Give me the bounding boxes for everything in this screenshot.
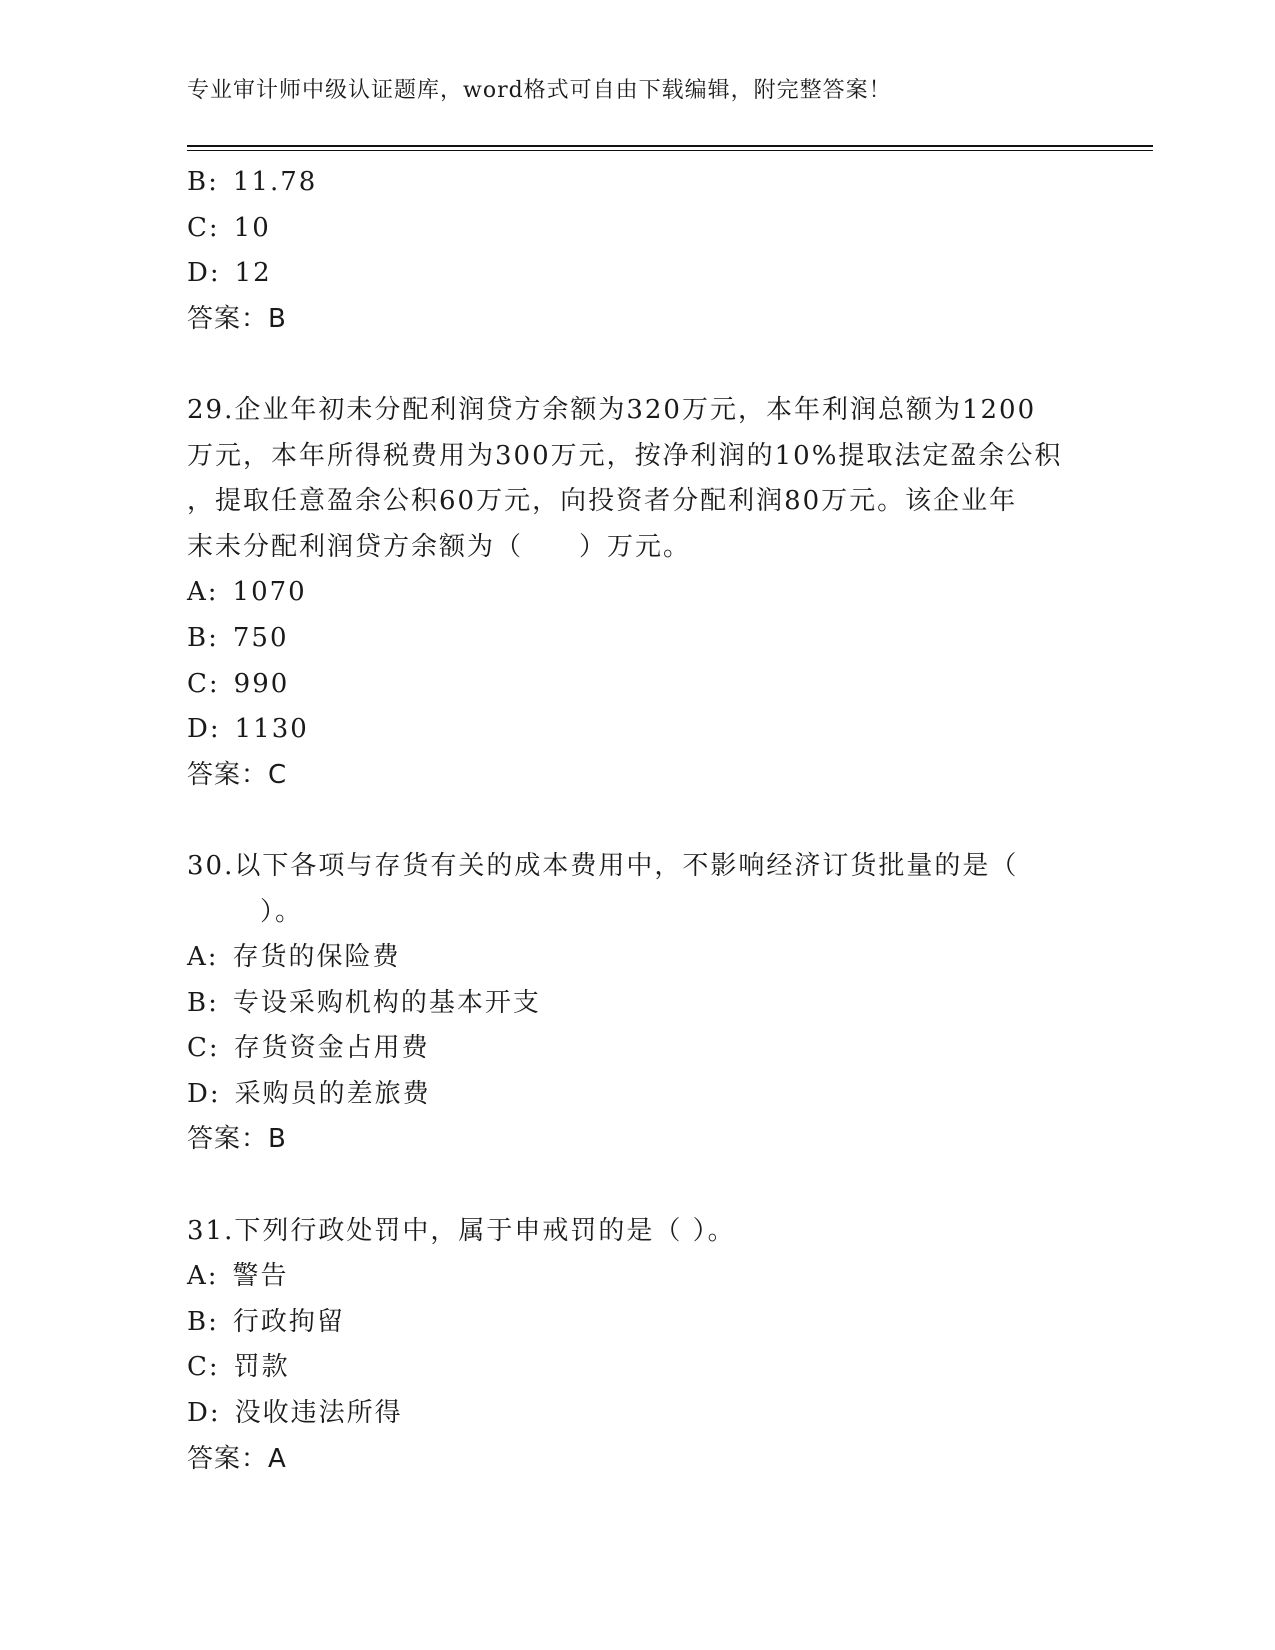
question-29 — [187, 388, 1087, 798]
option-text: 警告 — [232, 1261, 289, 1292]
option-key: D — [187, 1398, 210, 1429]
question-stem-line: 万元，本年所得税费用为300万元，按净利润的10%提取法定盈余公积 — [187, 440, 1063, 471]
option-text: 990 — [233, 668, 290, 699]
option-d — [187, 1072, 1087, 1118]
header-divider — [187, 145, 1153, 151]
option-b — [187, 1300, 1087, 1346]
option-text: 行政拘留 — [232, 1306, 345, 1337]
answer-label: 答案： — [187, 1443, 269, 1474]
option-key: D — [187, 1078, 210, 1109]
answer-line — [187, 753, 1087, 799]
option-text: 采购员的差旅费 — [234, 1078, 431, 1109]
option-text: 1130 — [234, 714, 309, 745]
option-b — [187, 981, 1087, 1027]
option-a — [187, 935, 1087, 981]
option-text: 存货资金占用费 — [233, 1033, 430, 1064]
option-key: B — [187, 1306, 209, 1337]
question-stem-line: 31.下列行政处罚中，属于申戒罚的是（ ）。 — [187, 1215, 736, 1246]
option-key: C — [187, 1352, 209, 1383]
question-stem-line: ，提取任意盈余公积60万元，向投资者分配利润80万元。该企业年 — [187, 486, 1018, 517]
answer-value: A — [268, 1443, 287, 1474]
option-key: A — [187, 1261, 208, 1292]
option-key: D — [187, 258, 210, 289]
option-c — [187, 1026, 1087, 1072]
option-key: C — [187, 1033, 209, 1064]
option-key: B — [187, 622, 209, 653]
option-separator: : — [209, 258, 221, 289]
option-separator: : — [208, 987, 219, 1018]
question-stem-line: 29.企业年初未分配利润贷方余额为320万元，本年利润总额为1200 — [187, 394, 1037, 425]
option-key: D — [187, 714, 210, 745]
question-31 — [187, 1209, 1087, 1483]
option-separator: : — [208, 212, 220, 243]
option-d — [187, 1391, 1087, 1437]
answer-label: 答案： — [187, 303, 269, 334]
question-stem-line: 末未分配利润贷方余额为（ ）万元。 — [187, 531, 692, 562]
option-a — [187, 570, 1087, 616]
option-separator: : — [207, 1261, 219, 1292]
option-text: 1070 — [232, 577, 307, 608]
answer-line — [187, 297, 1087, 343]
answer-line — [187, 1117, 1087, 1163]
option-d — [187, 251, 1087, 297]
option-text: 10 — [233, 212, 271, 243]
option-key: C — [187, 668, 209, 699]
option-d — [187, 707, 1087, 753]
document-body — [187, 160, 1087, 1482]
option-key: B — [187, 167, 209, 197]
option-text: 罚款 — [233, 1352, 290, 1383]
page-header: 专业审计师中级认证题库，word格式可自由下载编辑，附完整答案！ — [187, 78, 892, 103]
option-separator: : — [208, 167, 219, 197]
option-separator: : — [209, 714, 221, 745]
spacer — [187, 342, 1087, 388]
option-text: 750 — [232, 622, 289, 653]
option-c — [187, 206, 1087, 252]
option-text: 12 — [234, 258, 272, 289]
option-text: 专设采购机构的基本开支 — [232, 987, 541, 1018]
option-separator: : — [207, 577, 219, 608]
spacer — [187, 798, 1087, 844]
option-separator: : — [208, 1306, 219, 1337]
option-b — [187, 160, 1087, 206]
prev-question — [187, 160, 1087, 342]
option-key: A — [187, 577, 208, 608]
option-separator: : — [208, 1352, 220, 1383]
option-separator: : — [208, 622, 219, 653]
option-text: 没收违法所得 — [234, 1398, 403, 1429]
option-separator: : — [208, 1033, 220, 1064]
option-c — [187, 1345, 1087, 1391]
option-key: A — [187, 942, 208, 973]
option-separator: : — [207, 942, 219, 973]
question-30 — [187, 844, 1087, 1163]
option-key: B — [187, 987, 209, 1018]
option-text: 11.78 — [232, 167, 318, 197]
option-key: C — [187, 212, 209, 243]
answer-label: 答案： — [187, 1124, 269, 1155]
option-separator: : — [209, 1078, 221, 1109]
option-c — [187, 662, 1087, 708]
option-a — [187, 1254, 1087, 1300]
answer-value: B — [268, 1124, 287, 1155]
answer-value: B — [268, 303, 287, 334]
option-separator: : — [208, 668, 220, 699]
spacer — [187, 1163, 1087, 1209]
question-stem-line: ）。 — [232, 896, 304, 927]
option-text: 存货的保险费 — [232, 942, 401, 973]
answer-line — [187, 1437, 1087, 1483]
answer-label: 答案： — [187, 759, 269, 790]
option-b — [187, 616, 1087, 662]
option-separator: : — [209, 1398, 221, 1429]
question-stem-line: 30.以下各项与存货有关的成本费用中，不影响经济订货批量的是（ — [187, 850, 1019, 881]
answer-value: C — [268, 759, 288, 790]
